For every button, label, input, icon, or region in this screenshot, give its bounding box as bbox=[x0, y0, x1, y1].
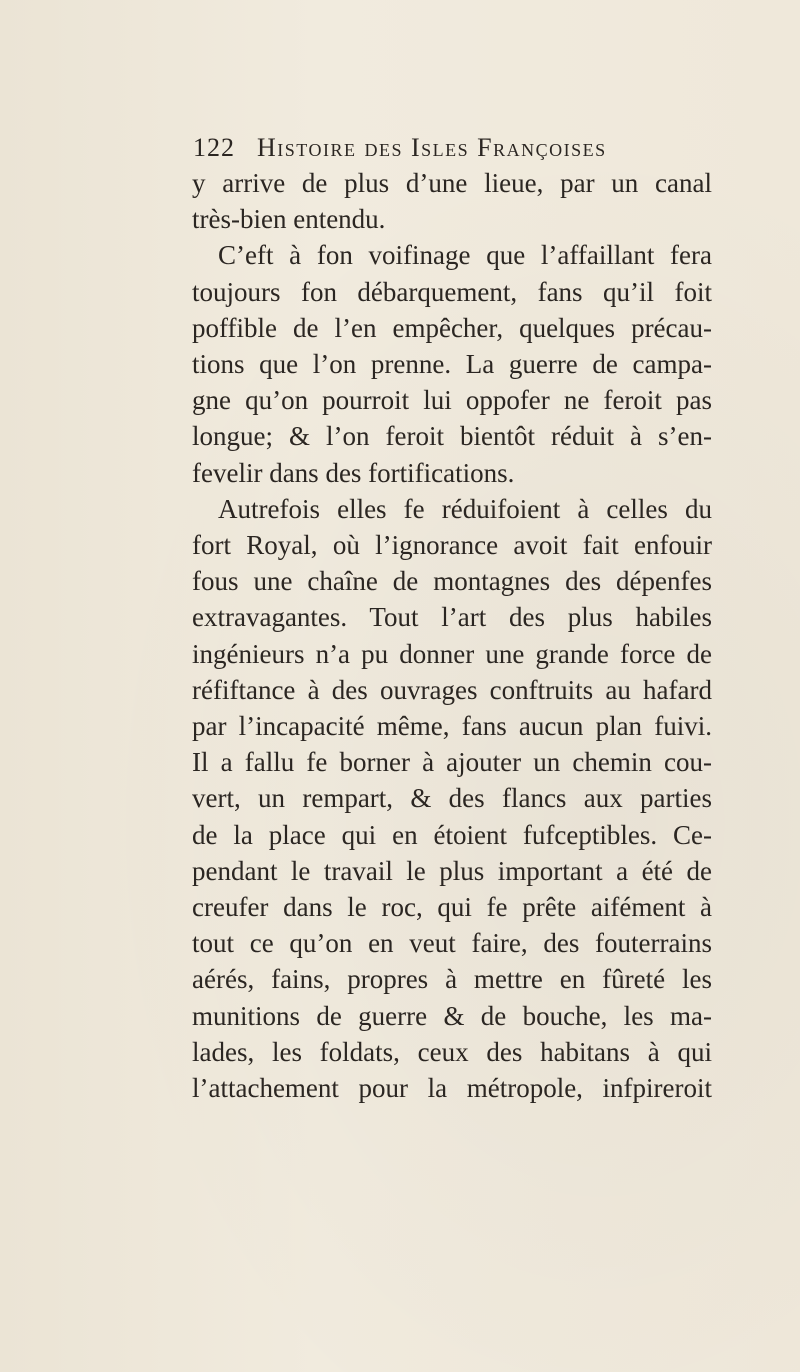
running-head bbox=[193, 133, 698, 163]
body-text bbox=[192, 165, 712, 1106]
text-line: longue; & l’on feroit bientôt réduit à s’en- bbox=[192, 421, 712, 452]
text-line: très-bien entendu. bbox=[192, 204, 386, 235]
text-line: lades, les foldats, ceux des habitans à qui bbox=[192, 1036, 712, 1067]
text-line: munitions de guerre & de bouche, les ma- bbox=[192, 1000, 712, 1031]
text-line: tions que l’on prenne. La guerre de campa- bbox=[192, 349, 712, 380]
text-line: aérés, fains, propres à mettre en fûreté les bbox=[192, 964, 712, 995]
text-line: toujours fon débarquement, fans qu’il foit bbox=[192, 276, 712, 307]
text-line: fevelir dans des fortifications. bbox=[192, 457, 515, 488]
text-line: de la place qui en étoient fufceptibles. Ce- bbox=[192, 819, 712, 850]
text-line: y arrive de plus d’une lieue, par un canal bbox=[192, 168, 712, 198]
text-line: fous une chaîne de montagnes des dépenfes bbox=[192, 566, 712, 597]
page-number: 122 bbox=[193, 133, 235, 162]
text-line: réfiftance à des ouvrages conftruits au hafard bbox=[192, 674, 712, 705]
text-line: Autrefois elles fe réduifoient à celles du bbox=[218, 493, 712, 524]
text-line: tout ce qu’on en veut faire, des fouterrains bbox=[192, 928, 712, 959]
text-line: poffible de l’en empêcher, quelques précau- bbox=[192, 312, 712, 343]
text-line: fort Royal, où l’ignorance avoit fait enfouir bbox=[192, 530, 712, 561]
text-line: gne qu’on pourroit lui oppofer ne feroit pas bbox=[192, 385, 712, 416]
running-title: Histoire des Isles Françoises bbox=[257, 133, 607, 162]
text-line: l’attachement pour la métropole, infpireroit bbox=[192, 1073, 712, 1104]
text-line: extravagantes. Tout l’art des plus habiles bbox=[192, 602, 712, 633]
text-line: ingénieurs n’a pu donner une grande force de bbox=[192, 638, 712, 669]
text-line: vert, un rempart, & des flancs aux parties bbox=[192, 783, 712, 814]
text-line: pendant le travail le plus important a été de bbox=[192, 855, 712, 886]
text-line: C’eft à fon voifinage que l’affaillant fera bbox=[218, 240, 712, 271]
text-line: Il a fallu fe borner à ajouter un chemin cou- bbox=[192, 747, 712, 778]
text-line: creufer dans le roc, qui fe prête aifément à bbox=[192, 892, 712, 923]
text-line: par l’incapacité même, fans aucun plan fuivi. bbox=[192, 711, 712, 742]
